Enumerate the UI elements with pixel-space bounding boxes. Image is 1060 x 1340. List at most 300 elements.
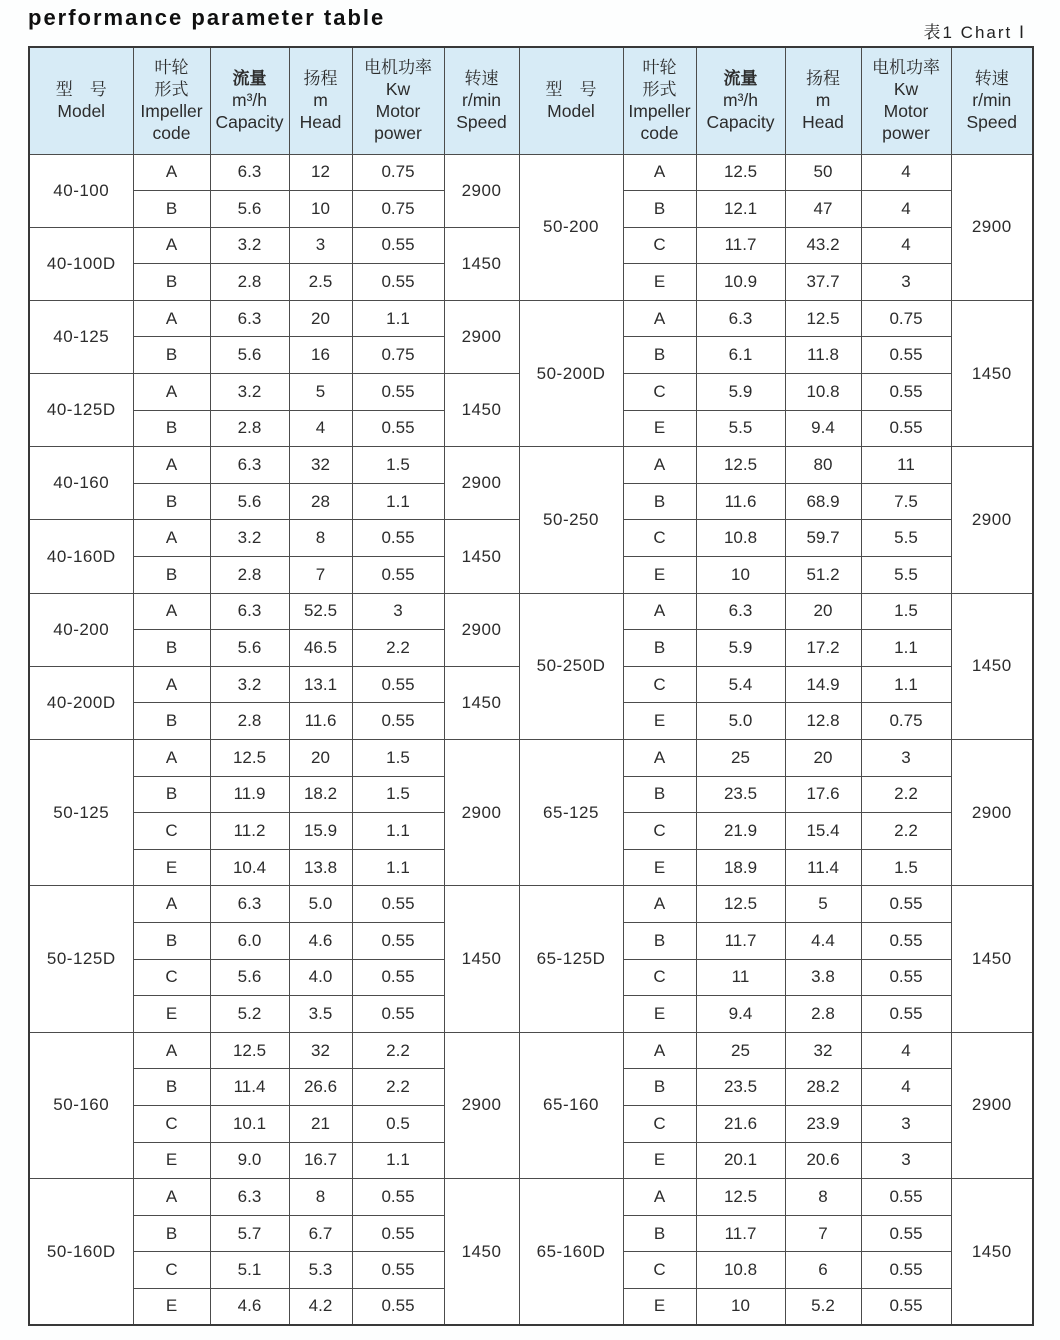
impeller-code-cell: A [623,886,696,923]
head-cell: 20 [785,593,861,630]
speed-cell: 2900 [444,1032,519,1178]
impeller-code-cell: B [133,703,210,740]
speed-cell: 1450 [951,1179,1033,1325]
impeller-code-cell: B [133,191,210,228]
capacity-cell: 6.3 [696,300,785,337]
power-cell: 0.55 [861,1288,951,1325]
head-cell: 51.2 [785,557,861,594]
impeller-code-cell: C [623,813,696,850]
speed-cell: 2900 [444,300,519,373]
speed-cell: 2900 [951,447,1033,593]
capacity-cell: 5.1 [210,1252,289,1289]
speed-cell: 1450 [444,666,519,739]
head-cell: 28 [289,483,352,520]
capacity-cell: 11.7 [696,1215,785,1252]
power-cell: 0.55 [861,922,951,959]
head-cell: 32 [785,1032,861,1069]
impeller-code-cell: B [623,776,696,813]
head-cell: 20 [289,740,352,777]
capacity-cell: 5.9 [696,630,785,667]
table-row [29,1032,1033,1069]
model-en-label: Model [57,101,106,122]
capacity-cell: 4.6 [210,1288,289,1325]
capacity-cell: 6.3 [210,154,289,191]
power-cell: 4 [861,154,951,191]
impeller-code-cell: E [623,557,696,594]
head-cell: 20 [289,300,352,337]
model-cell: 65-125D [519,886,623,1032]
power-cell: 0.55 [861,1252,951,1289]
capacity-cell: 12.5 [696,1179,785,1216]
model-cell: 50-250 [519,447,623,593]
head-cell: 37.7 [785,264,861,301]
power-cell: 0.55 [861,959,951,996]
head-cell: 2.5 [289,264,352,301]
impeller-code-cell: A [623,300,696,337]
impeller-code-cell: C [623,227,696,264]
head-cell: 2.8 [785,996,861,1033]
head-cell: 15.4 [785,813,861,850]
table-body [29,154,1033,1325]
capacity-cell: 11 [696,959,785,996]
head-cell: 4.2 [289,1288,352,1325]
capacity-cell: 5.2 [210,996,289,1033]
table-row [29,154,1033,191]
head-cell: 13.8 [289,849,352,886]
capacity-cell: 3.2 [210,520,289,557]
capacity-cell: 12.1 [696,191,785,228]
impeller-code-cell: A [623,1032,696,1069]
power-cell: 0.75 [861,703,951,740]
head-cell: 14.9 [785,666,861,703]
head-cell: 32 [289,1032,352,1069]
power-cell: 0.55 [352,410,444,447]
impeller-code-cell: C [623,959,696,996]
capacity-cell: 5.6 [210,337,289,374]
capacity-cell: 2.8 [210,557,289,594]
col-header-speed-left: 转速 r/min Speed [444,47,519,154]
head-cell: 4.4 [785,922,861,959]
impeller-code-cell: B [623,630,696,667]
capacity-cell: 6.0 [210,922,289,959]
capacity-cell: 3.2 [210,374,289,411]
capacity-cell: 10 [696,557,785,594]
speed-cell: 2900 [444,593,519,666]
power-cell: 0.55 [352,520,444,557]
capacity-cell: 5.6 [210,959,289,996]
head-cell: 3.5 [289,996,352,1033]
table-row [29,886,1033,923]
col-header-impeller-right: 叶轮 形式 Impeller code [623,47,696,154]
capacity-cell: 5.6 [210,630,289,667]
model-cell: 65-160D [519,1179,623,1325]
col-header-impeller-left: 叶轮 形式 Impeller code [133,47,210,154]
model-cell: 40-160D [29,520,133,593]
power-cell: 0.55 [861,1215,951,1252]
impeller-code-cell: B [623,337,696,374]
power-cell: 4 [861,227,951,264]
head-cell: 68.9 [785,483,861,520]
head-cell: 11.8 [785,337,861,374]
impeller-code-cell: E [623,703,696,740]
impeller-code-cell: B [133,337,210,374]
head-cell: 17.2 [785,630,861,667]
impeller-code-cell: B [133,483,210,520]
capacity-cell: 11.2 [210,813,289,850]
capacity-cell: 23.5 [696,776,785,813]
capacity-cell: 6.3 [210,886,289,923]
impeller-code-cell: E [623,849,696,886]
capacity-cell: 6.3 [210,447,289,484]
power-cell: 2.2 [352,1069,444,1106]
capacity-cell: 21.6 [696,1105,785,1142]
table-row [29,447,1033,484]
col-header-head-left: 扬程 m Head [289,47,352,154]
capacity-cell: 12.5 [696,886,785,923]
model-cell: 40-100 [29,154,133,227]
speed-cell: 1450 [444,886,519,1032]
head-cell: 3.8 [785,959,861,996]
impeller-code-cell: E [623,996,696,1033]
head-cell: 59.7 [785,520,861,557]
power-cell: 0.5 [352,1105,444,1142]
head-cell: 11.6 [289,703,352,740]
head-cell: 47 [785,191,861,228]
impeller-code-cell: E [133,996,210,1033]
capacity-cell: 20.1 [696,1142,785,1179]
capacity-cell: 6.1 [696,337,785,374]
power-cell: 0.55 [352,374,444,411]
table-row [29,593,1033,630]
model-cell: 40-160 [29,447,133,520]
head-cell: 11.4 [785,849,861,886]
head-cell: 16 [289,337,352,374]
head-cell: 18.2 [289,776,352,813]
power-cell: 5.5 [861,557,951,594]
power-cell: 1.5 [352,740,444,777]
head-cell: 6.7 [289,1215,352,1252]
capacity-cell: 12.5 [210,740,289,777]
chart-label: 表1 Chart Ⅰ [923,23,1026,42]
capacity-cell: 6.3 [210,300,289,337]
impeller-code-cell: A [133,1032,210,1069]
power-cell: 3 [861,740,951,777]
impeller-code-cell: E [133,1288,210,1325]
impeller-code-cell: B [623,922,696,959]
power-cell: 0.55 [352,227,444,264]
impeller-code-cell: E [133,1142,210,1179]
head-cell: 4.6 [289,922,352,959]
power-cell: 0.55 [352,666,444,703]
impeller-code-cell: B [623,483,696,520]
impeller-code-cell: B [133,557,210,594]
col-header-model-left [29,47,133,154]
head-cell: 5.2 [785,1288,861,1325]
head-cell: 16.7 [289,1142,352,1179]
head-cell: 3 [289,227,352,264]
power-cell: 3 [861,1142,951,1179]
impeller-code-cell: E [623,410,696,447]
capacity-cell: 5.0 [696,703,785,740]
capacity-cell: 18.9 [696,849,785,886]
impeller-code-cell: B [623,191,696,228]
capacity-cell: 3.2 [210,666,289,703]
model-cell: 40-125 [29,300,133,373]
head-cell: 50 [785,154,861,191]
impeller-code-cell: C [623,374,696,411]
power-cell: 0.55 [861,374,951,411]
model-cell: 40-200D [29,666,133,739]
power-cell: 1.1 [861,630,951,667]
head-cell: 8 [289,1179,352,1216]
head-cell: 8 [289,520,352,557]
model-cell: 50-125 [29,740,133,886]
power-cell: 1.1 [352,813,444,850]
impeller-code-cell: B [133,776,210,813]
capacity-cell: 21.9 [696,813,785,850]
impeller-code-cell: E [623,1288,696,1325]
impeller-code-cell: B [133,922,210,959]
power-cell: 0.55 [352,557,444,594]
model-cell: 40-125D [29,374,133,447]
capacity-cell: 10 [696,1288,785,1325]
impeller-code-cell: A [133,227,210,264]
power-cell: 1.5 [861,849,951,886]
head-cell: 46.5 [289,630,352,667]
capacity-cell: 12.5 [696,447,785,484]
capacity-cell: 10.8 [696,520,785,557]
capacity-cell: 12.5 [696,154,785,191]
capacity-cell: 10.8 [696,1252,785,1289]
power-cell: 0.55 [352,703,444,740]
capacity-cell: 9.4 [696,996,785,1033]
capacity-cell: 11.9 [210,776,289,813]
head-cell: 26.6 [289,1069,352,1106]
page-title: performance parameter table [28,5,386,30]
head-cell: 5 [785,886,861,923]
power-cell: 0.55 [861,996,951,1033]
power-cell: 0.55 [352,1215,444,1252]
head-cell: 6 [785,1252,861,1289]
model-cell: 40-200 [29,593,133,666]
power-cell: 1.1 [352,300,444,337]
capacity-cell: 11.7 [696,227,785,264]
capacity-cell: 25 [696,1032,785,1069]
col-header-power-right: 电机功率 Kw Motor power [861,47,951,154]
capacity-cell: 2.8 [210,410,289,447]
col-header-speed-right: 转速 r/min Speed [951,47,1033,154]
impeller-code-cell: A [133,1179,210,1216]
capacity-cell: 12.5 [210,1032,289,1069]
capacity-cell: 2.8 [210,703,289,740]
impeller-code-cell: B [133,410,210,447]
impeller-code-cell: C [133,1105,210,1142]
col-header-capacity-left: 流量 m³/h Capacity [210,47,289,154]
capacity-cell: 5.9 [696,374,785,411]
impeller-code-cell: C [133,959,210,996]
head-cell: 12.5 [785,300,861,337]
impeller-code-cell: A [133,154,210,191]
head-cell: 5.3 [289,1252,352,1289]
head-cell: 23.9 [785,1105,861,1142]
capacity-cell: 11.7 [696,922,785,959]
capacity-cell: 5.6 [210,483,289,520]
head-cell: 5.0 [289,886,352,923]
speed-cell: 2900 [951,740,1033,886]
power-cell: 0.55 [861,410,951,447]
capacity-cell: 5.7 [210,1215,289,1252]
speed-cell: 1450 [444,227,519,300]
head-cell: 7 [289,557,352,594]
model-cell: 50-200 [519,154,623,300]
impeller-code-cell: B [133,1215,210,1252]
power-cell: 0.55 [352,959,444,996]
head-cell: 20 [785,740,861,777]
capacity-cell: 5.4 [696,666,785,703]
power-cell: 11 [861,447,951,484]
capacity-cell: 5.6 [210,191,289,228]
head-cell: 4.0 [289,959,352,996]
power-cell: 0.55 [352,996,444,1033]
head-cell: 4 [289,410,352,447]
capacity-cell: 3.2 [210,227,289,264]
speed-cell: 1450 [444,1179,519,1325]
col-header-capacity-right: 流量 m³/h Capacity [696,47,785,154]
power-cell: 0.55 [861,337,951,374]
power-cell: 0.55 [352,1288,444,1325]
impeller-code-cell: C [623,520,696,557]
capacity-cell: 6.3 [696,593,785,630]
impeller-code-cell: A [133,447,210,484]
model-cell: 50-160 [29,1032,133,1178]
head-cell: 8 [785,1179,861,1216]
capacity-cell: 10.4 [210,849,289,886]
power-cell: 0.55 [861,1179,951,1216]
impeller-code-cell: A [133,886,210,923]
head-cell: 9.4 [785,410,861,447]
head-cell: 12.8 [785,703,861,740]
impeller-code-cell: B [133,630,210,667]
impeller-code-cell: C [133,813,210,850]
impeller-code-cell: C [623,666,696,703]
speed-cell: 1450 [444,374,519,447]
model-cell: 65-160 [519,1032,623,1178]
power-cell: 5.5 [861,520,951,557]
head-cell: 20.6 [785,1142,861,1179]
power-cell: 2.2 [861,776,951,813]
power-cell: 1.5 [352,447,444,484]
speed-cell: 1450 [444,520,519,593]
head-cell: 12 [289,154,352,191]
table-row [29,740,1033,777]
power-cell: 1.5 [352,776,444,813]
head-cell: 7 [785,1215,861,1252]
head-cell: 43.2 [785,227,861,264]
power-cell: 1.1 [861,666,951,703]
power-cell: 2.2 [861,813,951,850]
power-cell: 0.55 [352,264,444,301]
power-cell: 2.2 [352,630,444,667]
capacity-cell: 6.3 [210,1179,289,1216]
impeller-code-cell: A [623,154,696,191]
power-cell: 0.55 [352,922,444,959]
power-cell: 0.55 [352,1179,444,1216]
capacity-cell: 10.9 [696,264,785,301]
capacity-cell: 23.5 [696,1069,785,1106]
header-row [29,47,1033,154]
model-cell: 50-160D [29,1179,133,1325]
power-cell: 1.1 [352,483,444,520]
impeller-code-cell: A [133,740,210,777]
model-cell: 65-125 [519,740,623,886]
impeller-code-cell: A [133,593,210,630]
speed-cell: 2900 [951,154,1033,300]
capacity-cell: 11.4 [210,1069,289,1106]
speed-cell: 2900 [951,1032,1033,1178]
power-cell: 0.75 [352,191,444,228]
speed-cell: 2900 [444,154,519,227]
impeller-code-cell: A [623,447,696,484]
head-cell: 21 [289,1105,352,1142]
table-row [29,1179,1033,1216]
speed-cell: 2900 [444,740,519,886]
head-cell: 10.8 [785,374,861,411]
power-cell: 0.55 [352,1252,444,1289]
impeller-code-cell: A [623,740,696,777]
head-cell: 15.9 [289,813,352,850]
capacity-cell: 9.0 [210,1142,289,1179]
model-cell: 50-125D [29,886,133,1032]
impeller-code-cell: A [133,666,210,703]
power-cell: 1.5 [861,593,951,630]
head-cell: 10 [289,191,352,228]
power-cell: 0.55 [352,886,444,923]
power-cell: 4 [861,1069,951,1106]
capacity-cell: 11.6 [696,483,785,520]
impeller-code-cell: E [133,849,210,886]
power-cell: 1.1 [352,1142,444,1179]
topbar [28,5,1032,46]
power-cell: 2.2 [352,1032,444,1069]
table-row [29,300,1033,337]
col-header-head-right: 扬程 m Head [785,47,861,154]
impeller-code-cell: A [623,1179,696,1216]
head-cell: 80 [785,447,861,484]
head-cell: 32 [289,447,352,484]
power-cell: 3 [861,264,951,301]
impeller-code-cell: C [623,1252,696,1289]
model-zh-label: 型 号 [55,80,107,100]
impeller-code-cell: A [133,300,210,337]
model-cell: 50-200D [519,300,623,446]
impeller-code-cell: A [623,593,696,630]
speed-cell: 2900 [444,447,519,520]
capacity-cell: 10.1 [210,1105,289,1142]
capacity-cell: 6.3 [210,593,289,630]
capacity-cell: 25 [696,740,785,777]
power-cell: 0.75 [861,300,951,337]
head-cell: 17.6 [785,776,861,813]
power-cell: 3 [861,1105,951,1142]
impeller-code-cell: C [623,1105,696,1142]
head-cell: 52.5 [289,593,352,630]
power-cell: 1.1 [352,849,444,886]
impeller-code-cell: B [133,264,210,301]
speed-cell: 1450 [951,593,1033,739]
head-cell: 28.2 [785,1069,861,1106]
power-cell: 4 [861,1032,951,1069]
power-cell: 4 [861,191,951,228]
